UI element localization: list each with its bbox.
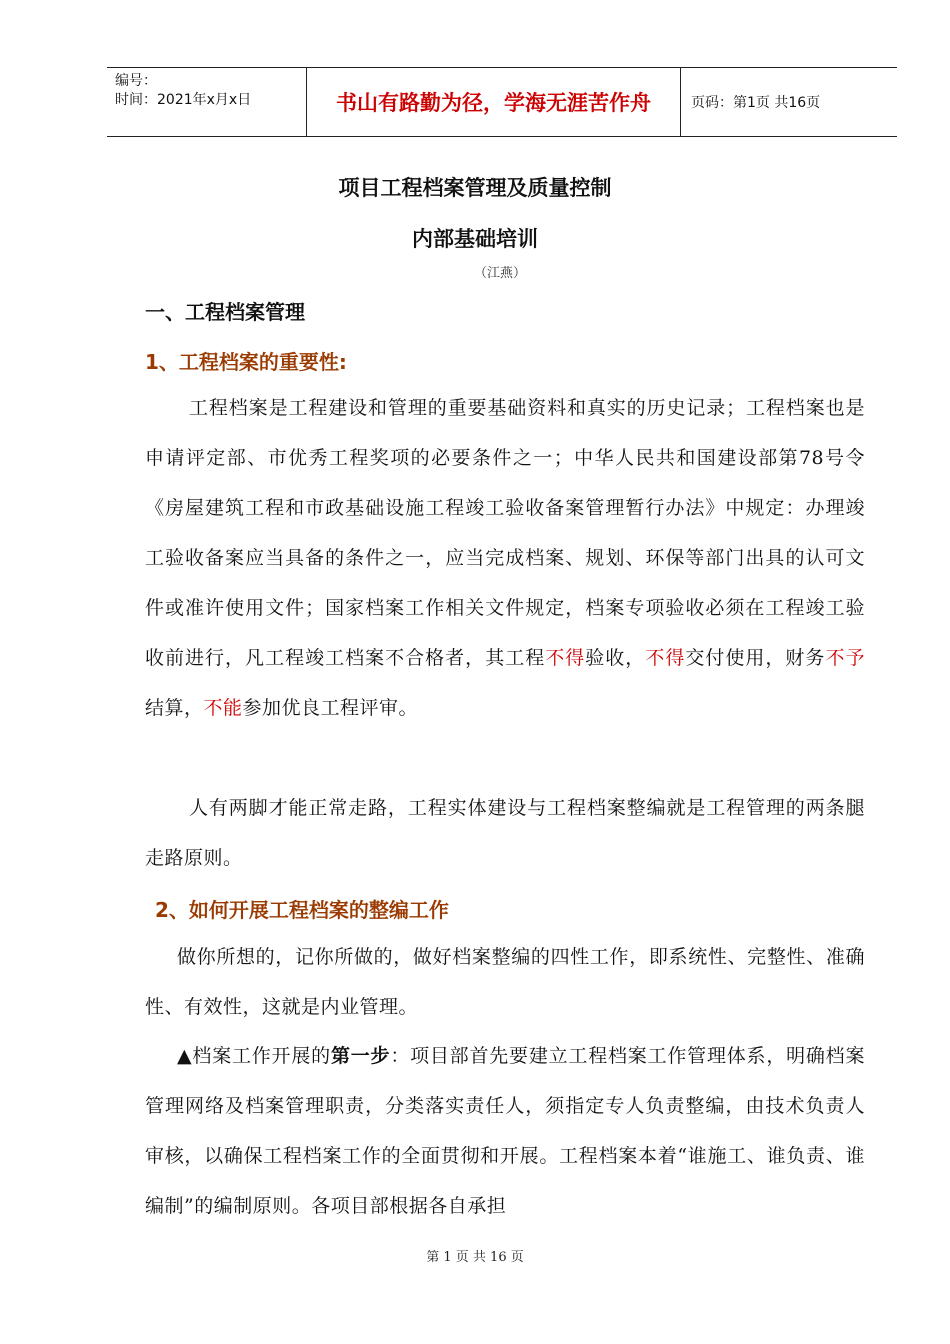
para4-bold: 第一步 <box>330 1045 391 1067</box>
doc-subtitle: 内部基础培训 <box>412 227 538 251</box>
paragraph-four-properties: 做你所想的，记你所做的，做好档案整编的四性工作，即系统性、完整性、准确性、有效性，这就是内业管理。 <box>145 946 865 1018</box>
doc-title: 项目工程档案管理及质量控制 <box>338 176 612 200</box>
subsection-heading-2: 2、如何开展工程档案的整编工作 <box>155 898 449 922</box>
paragraph-first-step <box>145 1031 865 1231</box>
para4-rest: ：项目部首先要建立工程档案工作管理体系，明确档案管理网络及档案管理职责，分类落实责任人，须指定专人负责整编，由技术负责人审核，以确保工程档案工作的全面贯彻和开展。工程档案本着“谁施工、谁负责、谁编制”的编制原则。各项目部根据各自承担 <box>145 1045 865 1217</box>
para1-text-a: 工程档案是工程建设和管理的重要基础资料和真实的历史记录；工程档案也是申请评定部、市优秀工程奖项的必要条件之一；中华人民共和国建设部第78号令《房屋建筑工程和市政基础设施工程竣工验收备案管理暂行办法》中规定：办理竣工验收备案应当具备的条件之一，应当完成档案、规划、环保等部门出具的认可文件或准许使用文件；国家档案工作相关文件规定，档案专项验收必须在工程竣工验收前进行，凡工程竣工档案不合格者，其工程 <box>145 397 865 669</box>
para1-highlight-3: 不予 <box>825 647 865 669</box>
para4-lead: ▲档案工作开展的 <box>177 1045 331 1067</box>
number-label: 编号： <box>115 73 157 89</box>
section-heading-1: 一、工程档案管理 <box>145 300 305 324</box>
author: （江燕） <box>473 266 526 281</box>
page-footer: 第 1 页 共 16 页 <box>426 1250 524 1265</box>
para1-text-c: 交付使用，财务 <box>685 647 826 669</box>
para1-text-b: 验收， <box>585 647 646 669</box>
page-header <box>107 67 897 137</box>
para1-highlight-4: 不能 <box>203 697 243 719</box>
para1-highlight-1: 不得 <box>545 647 586 669</box>
para1-text-d: 结算， <box>145 697 204 719</box>
header-meta <box>107 68 307 136</box>
para1-text-e: 参加优良工程评审。 <box>242 697 419 719</box>
header-motto: 书山有路勤为径，学海无涯苦作舟 <box>307 68 681 136</box>
time-label: 时间：2021年x月x日 <box>115 92 252 108</box>
subsection-heading-1: 1、工程档案的重要性: <box>145 350 347 374</box>
paragraph-importance <box>145 383 865 733</box>
para1-highlight-2: 不得 <box>645 647 686 669</box>
header-page-info: 页码：第1页 共16页 <box>691 95 821 111</box>
paragraph-two-legs: 人有两脚才能正常走路，工程实体建设与工程档案整编就是工程管理的两条腿走路原则。 <box>145 797 865 869</box>
